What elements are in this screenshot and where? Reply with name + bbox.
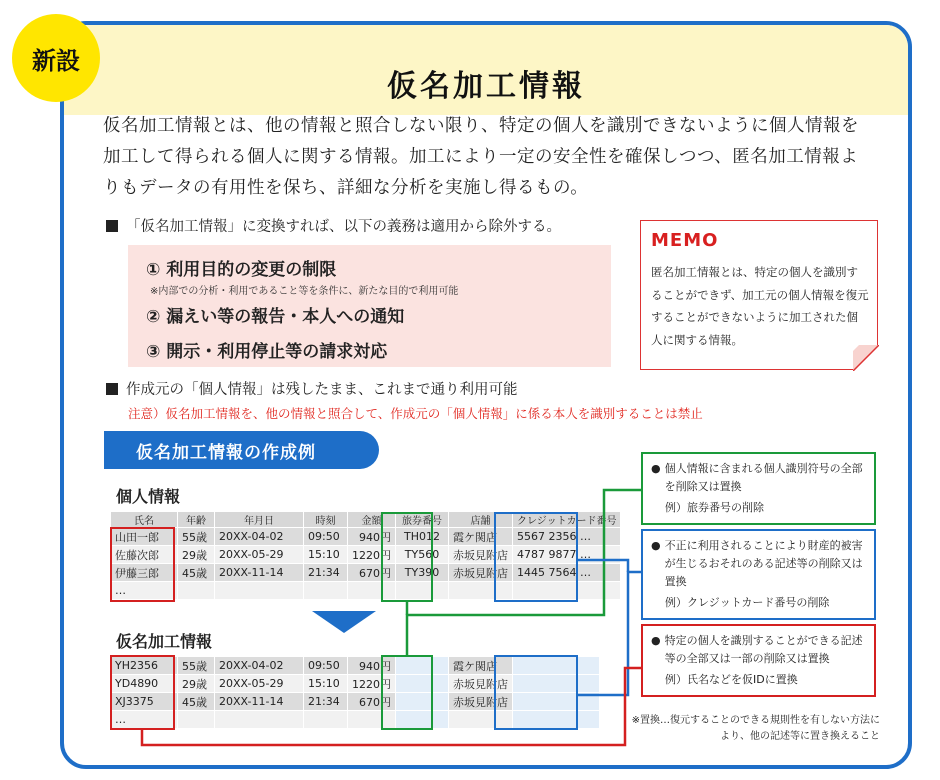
memo-title: MEMO <box>651 230 719 251</box>
cell: 赤坂見附店 <box>449 693 513 711</box>
cell: 55歳 <box>178 657 215 675</box>
cell: TY560 <box>396 546 449 564</box>
cell: 赤坂見附店 <box>449 546 513 564</box>
cell: 15:10 <box>304 675 348 693</box>
col-header: 店舗 <box>449 512 513 528</box>
callout-example: 例）旅券番号の削除 <box>665 501 764 514</box>
cell: 20XX-11-14 <box>215 693 304 711</box>
cell: 09:50 <box>304 528 348 546</box>
col-header: 年月日 <box>215 512 304 528</box>
cell: 29歳 <box>178 675 215 693</box>
cell: TY390 <box>396 564 449 582</box>
cell: 45歳 <box>178 693 215 711</box>
cell: … <box>111 582 178 600</box>
col-header: 氏名 <box>111 512 178 528</box>
col-header: 年齢 <box>178 512 215 528</box>
cell: 赤坂見附店 <box>449 675 513 693</box>
cell: 20XX-04-02 <box>215 528 304 546</box>
cell: 20XX-05-29 <box>215 675 304 693</box>
duty-2: ② 漏えい等の報告・本人への通知 <box>146 307 405 327</box>
cell: 1445 7564 … <box>513 564 621 582</box>
table1-title: 個人情報 <box>116 487 181 506</box>
callout-personal <box>641 624 876 697</box>
col-header: 旅券番号 <box>396 512 449 528</box>
cell: 55歳 <box>178 528 215 546</box>
duty-3: ③ 開示・利用停止等の請求対応 <box>146 342 388 362</box>
cell: 赤坂見附店 <box>449 564 513 582</box>
cell: 940円 <box>348 528 396 546</box>
cell: 45歳 <box>178 564 215 582</box>
bullet-icon: ● <box>651 539 661 552</box>
cell: 佐藤次郎 <box>111 546 178 564</box>
table2-title: 仮名加工情報 <box>116 632 213 651</box>
callout-text: 個人情報に含まれる個人識別符号の全部を削除又は置換 <box>664 462 863 493</box>
cell: 霞ケ関店 <box>449 528 513 546</box>
callout-example: 例）氏名などを仮IDに置換 <box>665 673 798 686</box>
point-exemption-text: 「仮名加工情報」に変換すれば、以下の義務は適用から除外する。 <box>126 219 561 235</box>
callout-financial <box>641 529 876 620</box>
callout-text: 不正に利用されることにより財産的被害が生じるおそれのある記述等の削除又は置換 <box>664 539 863 588</box>
bullet-icon: ● <box>651 634 661 647</box>
cell: 09:50 <box>304 657 348 675</box>
cell: 山田一郎 <box>111 528 178 546</box>
callout-identifier <box>641 452 876 525</box>
col-header: 時刻 <box>304 512 348 528</box>
cell: 霞ケ関店 <box>449 657 513 675</box>
cell: 伊藤三郎 <box>111 564 178 582</box>
cell: 29歳 <box>178 546 215 564</box>
cell: XJ3375 <box>111 693 178 711</box>
memo-text: 匿名加工情報とは、特定の個人を識別することができず、加工元の個人情報を復元することができないように加工された個人に関する情報。 <box>651 265 869 347</box>
point-original-text: 作成元の「個人情報」は残したまま、これまで通り利用可能 <box>126 382 518 398</box>
cell: 670円 <box>348 693 396 711</box>
caution-text: 注意）仮名加工情報を、他の情報と照合して、作成元の「個人情報」に係る本人を識別することは禁止 <box>128 406 703 421</box>
new-badge: 新設 <box>12 14 100 102</box>
cell: 21:34 <box>304 564 348 582</box>
duty-note: ※内部での分析・利用であること等を条件に、新たな目的で利用可能 <box>150 286 459 297</box>
cell: 1220円 <box>348 675 396 693</box>
col-header: 金額 <box>348 512 396 528</box>
cell: 15:10 <box>304 546 348 564</box>
cell: YD4890 <box>111 675 178 693</box>
cell: 5567 2356 … <box>513 528 621 546</box>
footnote: ※置換…復元することのできる規則性を有しない方法により、他の記述等に置き換えること <box>631 715 880 742</box>
example-section-title: 仮名加工情報の作成例 <box>136 442 316 463</box>
cell: 20XX-11-14 <box>215 564 304 582</box>
cell: 670円 <box>348 564 396 582</box>
cell: YH2356 <box>111 657 178 675</box>
col-header: クレジットカード番号 <box>513 512 621 528</box>
intro-text: 仮名加工情報とは、他の情報と照合しない限り、特定の個人を識別できないように個人情報を加工して得られる個人に関する情報。加工により一定の安全性を確保しつつ、匿名加工情報よりもデータの有用性を保ち、詳細な分析を実施し得るもの。 <box>103 116 859 198</box>
callout-example: 例）クレジットカード番号の削除 <box>665 596 830 609</box>
cell: 1220円 <box>348 546 396 564</box>
cell: 20XX-04-02 <box>215 657 304 675</box>
cell: TH012 <box>396 528 449 546</box>
callout-text: 特定の個人を識別することができる記述等の全部又は一部の削除又は置換 <box>664 634 863 665</box>
cell: 20XX-05-29 <box>215 546 304 564</box>
duty-1: ① 利用目的の変更の制限 <box>146 260 337 280</box>
page-title: 仮名加工情報 <box>387 69 585 104</box>
cell: 940円 <box>348 657 396 675</box>
cell: 21:34 <box>304 693 348 711</box>
bullet-icon: ● <box>651 462 661 475</box>
cell: 4787 9877 … <box>513 546 621 564</box>
cell: … <box>111 711 178 729</box>
